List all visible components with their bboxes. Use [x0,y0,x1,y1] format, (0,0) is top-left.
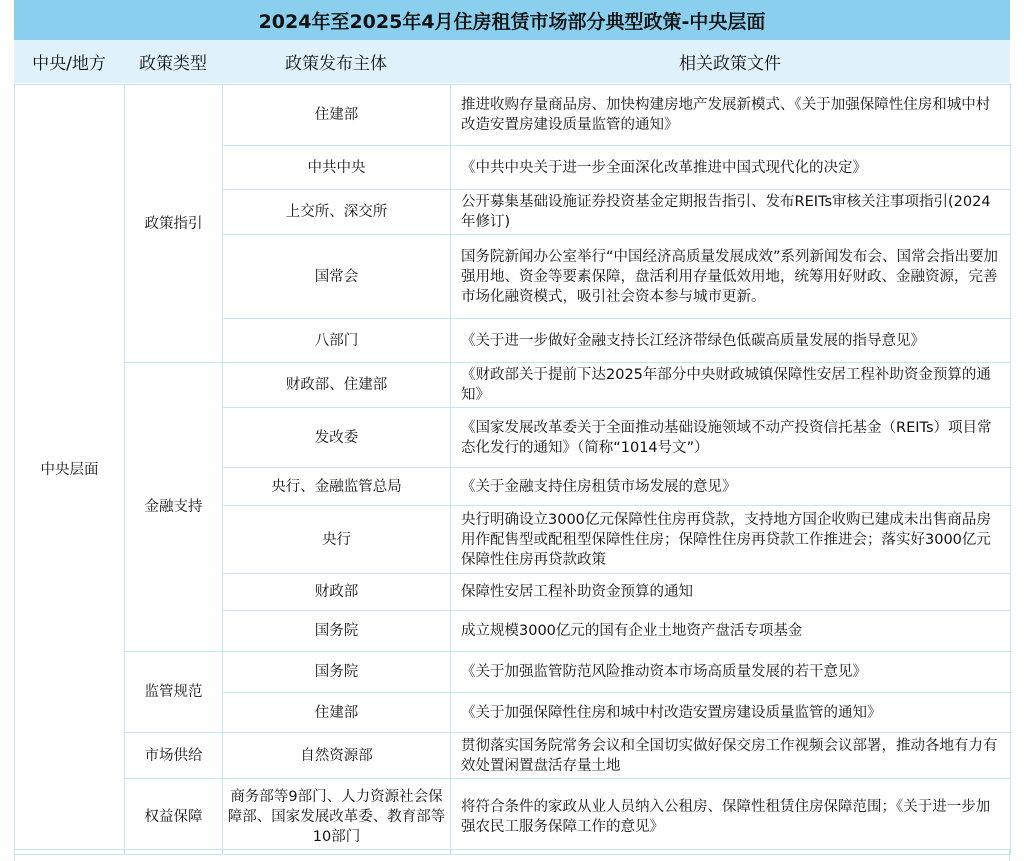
publisher-cell: 自然资源部 [223,733,451,779]
docs-cell: 将符合条件的家政从业人员纳入公租房、保障性租赁住房保障范围；《关于进一步加强农民工服务保障工作的意见》 [451,779,1011,855]
table-bottom-edge [14,849,1010,861]
table-row [15,733,1011,779]
policy-type-cell: 监管规范 [125,652,223,733]
table-row [15,779,1011,855]
docs-cell: 成立规模3000亿元的国有企业土地资产盘活专项基金 [451,611,1011,652]
table-title: 2024年至2025年4月住房租赁市场部分典型政策-中央层面 [14,0,1010,40]
docs-cell: 《关于进一步做好金融支持长江经济带绿色低碳高质量发展的指导意见》 [451,319,1011,363]
docs-cell: 推进收购存量商品房、加快构建房地产发展新模式、《关于加强保障性住房和城中村改造安置房建设质量监管的通知》 [451,85,1011,146]
publisher-cell: 上交所、深交所 [223,190,451,235]
header-docs: 相关政策文件 [679,54,781,74]
publisher-cell: 央行、金融监管总局 [223,468,451,506]
publisher-cell: 中共中央 [223,146,451,190]
docs-cell: 《财政部关于提前下达2025年部分中央财政城镇保障性安居工程补助资金预算的通知》 [451,363,1011,408]
publisher-cell: 国常会 [223,235,451,319]
docs-cell: 《关于金融支持住房租赁市场发展的意见》 [451,468,1011,506]
header-publisher: 政策发布主体 [285,54,387,74]
publisher-cell: 商务部等9部门、人力资源社会保障部、国家发展改革委、教育部等10部门 [223,779,451,855]
header-level: 中央/地方 [32,54,106,74]
docs-cell: 国务院新闻办公室举行“中国经济高质量发展成效”系列新闻发布会、国常会指出要加强用地、资金等要素保障，盘活利用存量低效用地，统筹用好财政、金融资源，完善市场化融资模式，吸引社会资本参与城市更新。 [451,235,1011,319]
table-header [14,40,1010,83]
header-type: 政策类型 [139,54,207,74]
publisher-cell: 国务院 [223,611,451,652]
docs-cell: 贯彻落实国务院常务会议和全国切实做好保交房工作视频会议部署，推动各地有力有效处置闲置盘活存量土地 [451,733,1011,779]
table-row [15,652,1011,693]
policy-type-cell: 政策指引 [125,85,223,363]
publisher-cell: 八部门 [223,319,451,363]
publisher-cell: 住建部 [223,85,451,146]
table-row [15,85,1011,146]
publisher-cell: 国务院 [223,652,451,693]
level-cell: 中央层面 [15,85,125,855]
table-row [15,363,1011,408]
docs-cell: 公开募集基础设施证券投资基金定期报告指引、发布REITs审核关注事项指引(2024年修订) [451,190,1011,235]
policy-type-cell: 金融支持 [125,363,223,652]
policy-type-cell: 权益保障 [125,779,223,855]
policy-table [14,84,1011,855]
docs-cell: 央行明确设立3000亿元保障性住房再贷款，支持地方国企收购已建成未出售商品房用作配售型或配租型保障性住房；保障性住房再贷款工作推进会；落实好3000亿元保障性住房再贷款政策 [451,506,1011,574]
docs-cell: 《关于加强保障性住房和城中村改造安置房建设质量监管的通知》 [451,693,1011,733]
publisher-cell: 住建部 [223,693,451,733]
docs-cell: 《中共中央关于进一步全面深化改革推进中国式现代化的决定》 [451,146,1011,190]
docs-cell: 《国家发展改革委关于全面推动基础设施领域不动产投资信托基金（REITs）项目常态化发行的通知》（简称“1014号文”） [451,408,1011,468]
docs-cell: 保障性安居工程补助资金预算的通知 [451,574,1011,611]
publisher-cell: 财政部、住建部 [223,363,451,408]
policy-type-cell: 市场供给 [125,733,223,779]
publisher-cell: 财政部 [223,574,451,611]
docs-cell: 《关于加强监管防范风险推动资本市场高质量发展的若干意见》 [451,652,1011,693]
publisher-cell: 央行 [223,506,451,574]
publisher-cell: 发改委 [223,408,451,468]
